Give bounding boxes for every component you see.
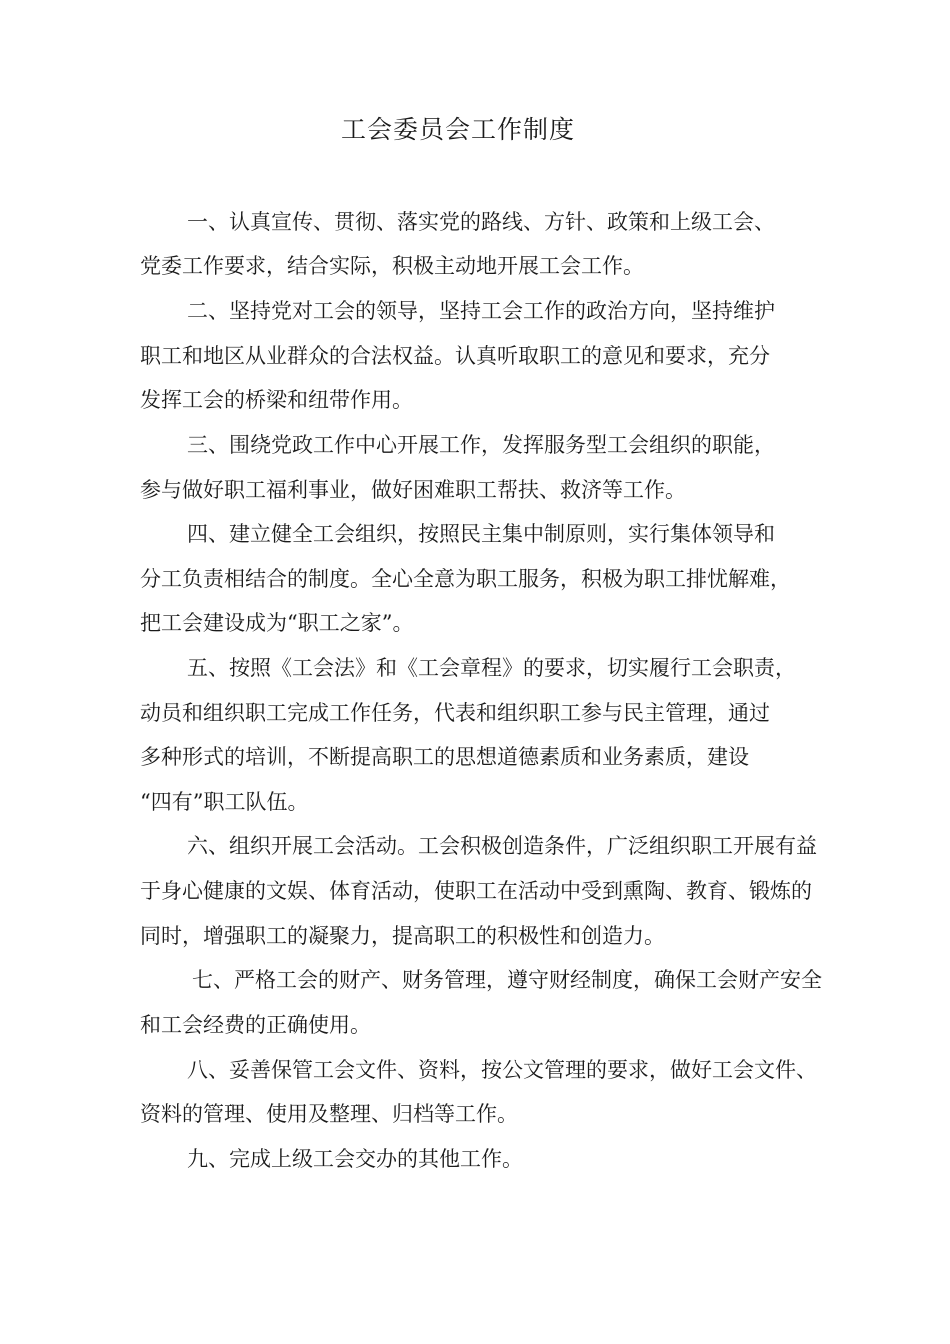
article-6-line-2: 于身心健康的文娱、体育活动，使职工在活动中受到熏陶、教育、锻炼的 — [140, 879, 812, 903]
article-7-line-2: 和工会经费的正确使用。 — [140, 1013, 371, 1037]
article-2-line-1: 二、坚持党对工会的领导，坚持工会工作的政治方向，坚持维护 — [187, 299, 775, 323]
article-8-line-2: 资料的管理、使用及整理、归档等工作。 — [140, 1102, 518, 1126]
article-7-line-1: 七、严格工会的财产、财务管理，遵守财经制度，确保工会财产安全 — [192, 968, 822, 992]
article-5-line-1: 五、按照《工会法》和《工会章程》的要求，切实履行工会职责， — [187, 656, 796, 680]
article-9-line-1: 九、完成上级工会交办的其他工作。 — [187, 1147, 523, 1171]
document-title: 工会委员会工作制度 — [340, 115, 575, 144]
article-5-line-4: “四有”职工队伍。 — [140, 790, 309, 814]
article-1-line-2: 党委工作要求，结合实际，积极主动地开展工会工作。 — [140, 254, 644, 278]
article-8-line-1: 八、妥善保管工会文件、资料，按公文管理的要求，做好工会文件、 — [187, 1058, 817, 1082]
article-6-line-1: 六、组织开展工会活动。工会积极创造条件，广泛组织职工开展有益 — [187, 834, 817, 858]
article-4-line-2: 分工负责相结合的制度。全心全意为职工服务，积极为职工排忧解难， — [140, 567, 791, 591]
article-2-line-3: 发挥工会的桥梁和纽带作用。 — [140, 388, 413, 412]
article-5-line-3: 多种形式的培训，不断提高职工的思想道德素质和业务素质，建设 — [140, 745, 749, 769]
article-3-line-1: 三、围绕党政工作中心开展工作，发挥服务型工会组织的职能， — [187, 433, 775, 457]
article-1-line-1: 一、认真宣传、贯彻、落实党的路线、方针、政策和上级工会、 — [187, 210, 775, 234]
article-2-line-2: 职工和地区从业群众的合法权益。认真听取职工的意见和要求，充分 — [140, 344, 770, 368]
article-4-line-3: 把工会建设成为“职工之家”。 — [140, 611, 414, 635]
article-4-line-1: 四、建立健全工会组织，按照民主集中制原则，实行集体领导和 — [187, 522, 775, 546]
article-3-line-2: 参与做好职工福利事业，做好困难职工帮扶、救济等工作。 — [140, 478, 686, 502]
article-6-line-3: 同时，增强职工的凝聚力，提高职工的积极性和创造力。 — [140, 924, 665, 948]
article-5-line-2: 动员和组织职工完成工作任务，代表和组织职工参与民主管理，通过 — [140, 701, 770, 725]
